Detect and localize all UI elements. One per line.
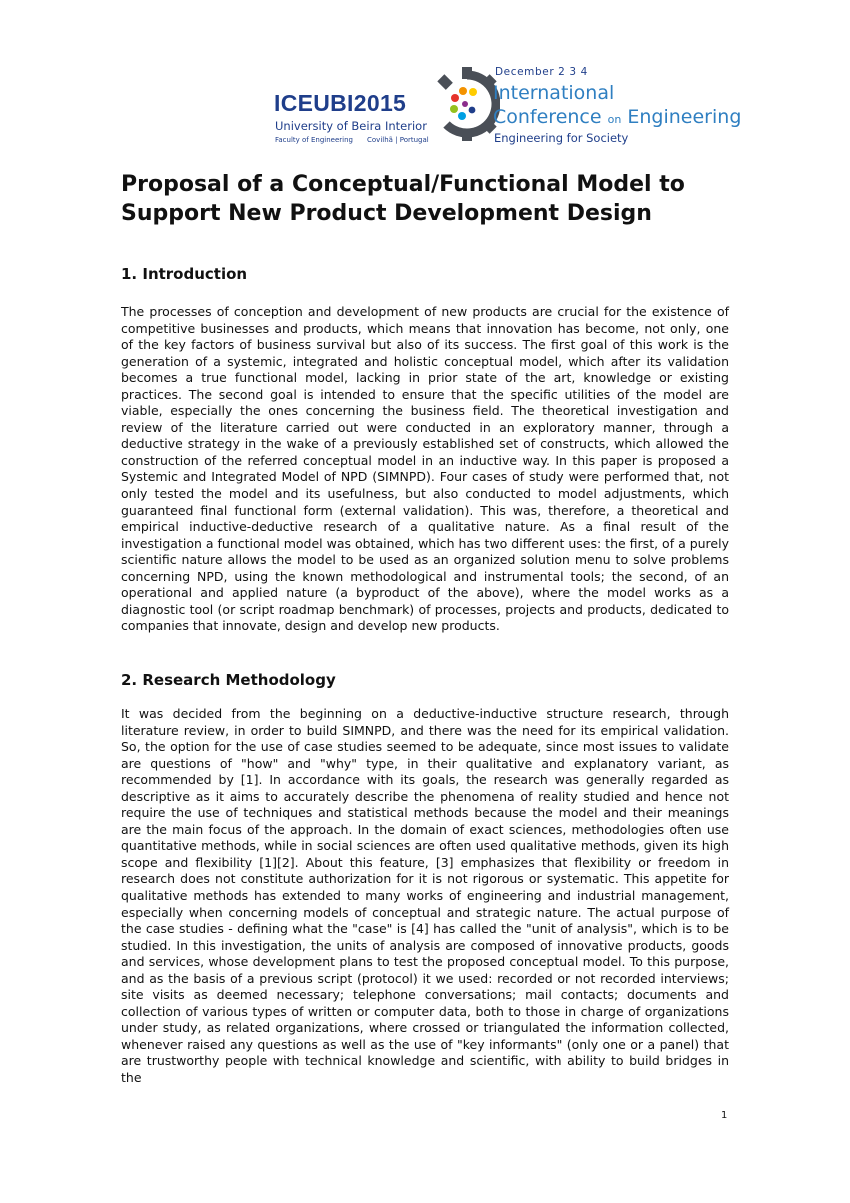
introduction-paragraph: The processes of conception and development of new products are crucial for the existence of competitive businesses and products, which means that innovation has become, not only, one of the key factors of business survival but also of its success. The first goal of this work is the generation of a systemic, integrated and holistic conceptual model, which after its validation becomes a true functional model, lacking in prior state of the art, knowledge or existing practices. The second goal is intended to ensure that the specific utilities of the model are viable, especially the ones concerning the business field. The theoretical investigation and review of the literature carried out were conducted in an exploratory manner, through a deductive strategy in the wake of a previously established set of constructs, which allowed the construction of the referred conceptual model in an inductive way. In this paper is proposed a Systemic and Integrated Model of NPD (SIMNPD). Four cases of study were performed that, not only tested the model and its usefulness, but also conducted to model adjustments, which guaranteed final functional form (external validation). This was, therefore, a theoretical and empirical inductive-deductive research of a qualitative nature. As a final result of the investigation a functional model was obtained, which has two different uses: the first, of a purely scientific nature allows the model to be used as an organized solution menu to solve problems concerning NPD, using the known methodological and instrumental tools; the second, of an operational and applied nature (a byproduct of the above), where the model works as a diagnostic tool (or script roadmap benchmark) of processes, projects and products, dedicated to companies that innovate, design and develop new products. bbox=[121, 304, 729, 634]
faculty-line bbox=[275, 136, 429, 144]
methodology-paragraph: It was decided from the beginning on a deductive-inductive structure research, through literature review, in order to build SIMNPD, and there was the need for its empirical validation. So, the option for the use of case studies seemed to be adequate, since most issues to validate are questions of "how" and "why" type, in their qualitative and explanatory variant, as recommended by [1]. In accordance with its goals, the research was generally regarded as descriptive as it aims to accurately describe the phenomena of reality studied and hence not require the use of techniques and statistical methods because the model and their meanings are the main focus of the approach. In the domain of exact sciences, methodologies often use quantitative methods, while in social sciences are often used qualitative methods, given its high scope and flexibility [1][2]. About this feature, [3] emphasizes that flexibility or freedom in research does not constitute authorization for it is not rigorous or systematic. This appetite for qualitative methods has extended to many works of engineering and industrial management, especially when concerning models of conceptual and strategic nature. The actual purpose of the case studies - defining what the "case" is [4] has called the "unit of analysis", which is to be studied. In this investigation, the units of analysis are composed of innovative products, goods and services, whose development plans to test the proposed conceptual model. To this purpose, and as the basis of a previous script (protocol) it we used: recorded or not recorded interviews; site visits as deemed necessary; telephone conversations; mail contacts; documents and collection of various types of written or computer data, both to those in charge of organizations under study, as related organizations, where crossed or triangulated the information collected, whenever raised any questions as well as the use of "key informants" (only one or a panel) that are trustworthy people with technical knowledge and scientific, with ability to build bridges in the bbox=[121, 706, 729, 1086]
conference-dates: December 2 3 4 bbox=[495, 66, 588, 78]
university-name: University of Beira Interior bbox=[275, 119, 427, 133]
conference-name-line1: International bbox=[493, 82, 615, 104]
conference-word: Conference bbox=[493, 106, 602, 128]
faculty-name: Faculty of Engineering bbox=[275, 136, 353, 144]
page-number: 1 bbox=[721, 1110, 728, 1121]
event-name: ICEUBI bbox=[274, 90, 354, 116]
event-year: 2015 bbox=[353, 90, 407, 116]
section-heading-introduction: 1. Introduction bbox=[121, 265, 248, 283]
event-logo-text bbox=[274, 90, 406, 117]
conference-name-line2 bbox=[493, 106, 741, 128]
section-heading-methodology: 2. Research Methodology bbox=[121, 671, 336, 689]
faculty-location: Covilhã | Portugal bbox=[367, 136, 429, 144]
conference-on: on bbox=[607, 113, 622, 126]
engineering-word: Engineering bbox=[627, 106, 742, 128]
conference-tagline: Engineering for Society bbox=[494, 131, 629, 145]
conference-header bbox=[270, 62, 740, 152]
gear-logo-icon bbox=[430, 66, 500, 142]
paper-title: Proposal of a Conceptual/Functional Model to Support New Product Development Design bbox=[121, 172, 685, 226]
